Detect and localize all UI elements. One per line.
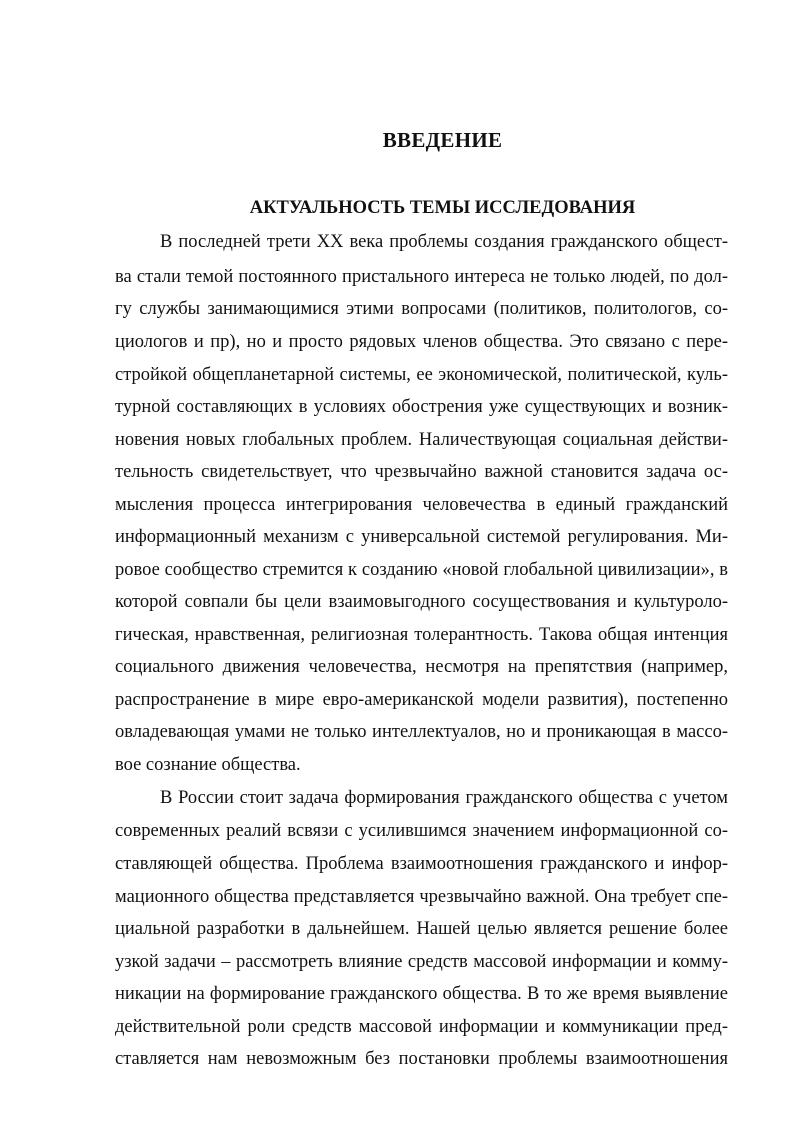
paragraph-1-line: тельность свидетельствует, что чрезвычайно важной становится задача ос-: [115, 462, 728, 482]
paragraph-1-line: гу службы занимающимися этими вопросами (политиков, политологов, со-: [115, 299, 728, 319]
paragraph-1-line: гическая, нравственная, религиозная толерантность. Такова общая интенция: [115, 625, 728, 645]
paragraph-2-line: действительной роли средств массовой информации и коммуникации пред-: [115, 1017, 728, 1037]
paragraph-1-line: информационный механизм с универсальной системой регулирования. Ми-: [115, 527, 728, 547]
paragraph-1-line: циологов и пр), но и просто рядовых членов общества. Это связано с пере-: [115, 332, 728, 352]
paragraph-1-line: стройкой общепланетарной системы, ее экономической, политической, куль-: [115, 365, 728, 385]
paragraph-2-line: ставляющей общества. Проблема взаимоотношения гражданского и инфор-: [115, 854, 728, 874]
page-title: ВВЕДЕНИЕ: [382, 128, 503, 152]
paragraph-1-line: овладевающая умами не только интеллектуалов, но и проникающая в массо-: [115, 722, 728, 742]
paragraph-1-line: распространение в мире евро-американской модели развития), постепенно: [115, 690, 728, 710]
paragraph-2-line: В России стоит задача формирования гражданского общества с учетом: [160, 788, 728, 808]
paragraph-1-line: которой совпали бы цели взаимовыгодного сосуществования и культуроло-: [115, 592, 728, 612]
paragraph-1-line: новения новых глобальных проблем. Наличествующая социальная действи-: [115, 430, 728, 450]
paragraph-1-line: турной составляющих в условиях обострения уже существующих и возник-: [115, 397, 728, 417]
section-heading: АКТУАЛЬНОСТЬ ТЕМЫ ИССЛЕДОВАНИЯ: [249, 198, 636, 218]
paragraph-2-line: циальной разработки в дальнейшем. Нашей целью является решение более: [115, 919, 728, 939]
paragraph-1-line: В последней трети XX века проблемы создания гражданского общест-: [160, 232, 728, 252]
paragraph-2-line: ставляется нам невозможным без постановки проблемы взаимоотношения: [115, 1049, 728, 1069]
paragraph-1-line: мысления процесса интегрирования человечества в единый гражданский: [115, 495, 728, 515]
paragraph-1-line: ва стали темой постоянного пристального интереса не только людей, по дол-: [115, 267, 728, 287]
paragraph-2-line: никации на формирование гражданского общества. В то же время выявление: [115, 984, 728, 1004]
paragraph-2-line: узкой задачи – рассмотреть влияние средств массовой информации и комму-: [115, 952, 728, 972]
paragraph-1-line: социального движения человечества, несмотря на препятствия (например,: [115, 657, 728, 677]
paragraph-2-line: современных реалий всвязи с усилившимся значением информационной со-: [115, 821, 728, 841]
paragraph-2-line: мационного общества представляется чрезвычайно важной. Она требует спе-: [115, 887, 728, 907]
paragraph-1-line: ровое сообщество стремится к созданию «новой глобальной цивилизации», в: [115, 560, 728, 580]
paragraph-1-line: вое сознание общества.: [115, 755, 301, 775]
